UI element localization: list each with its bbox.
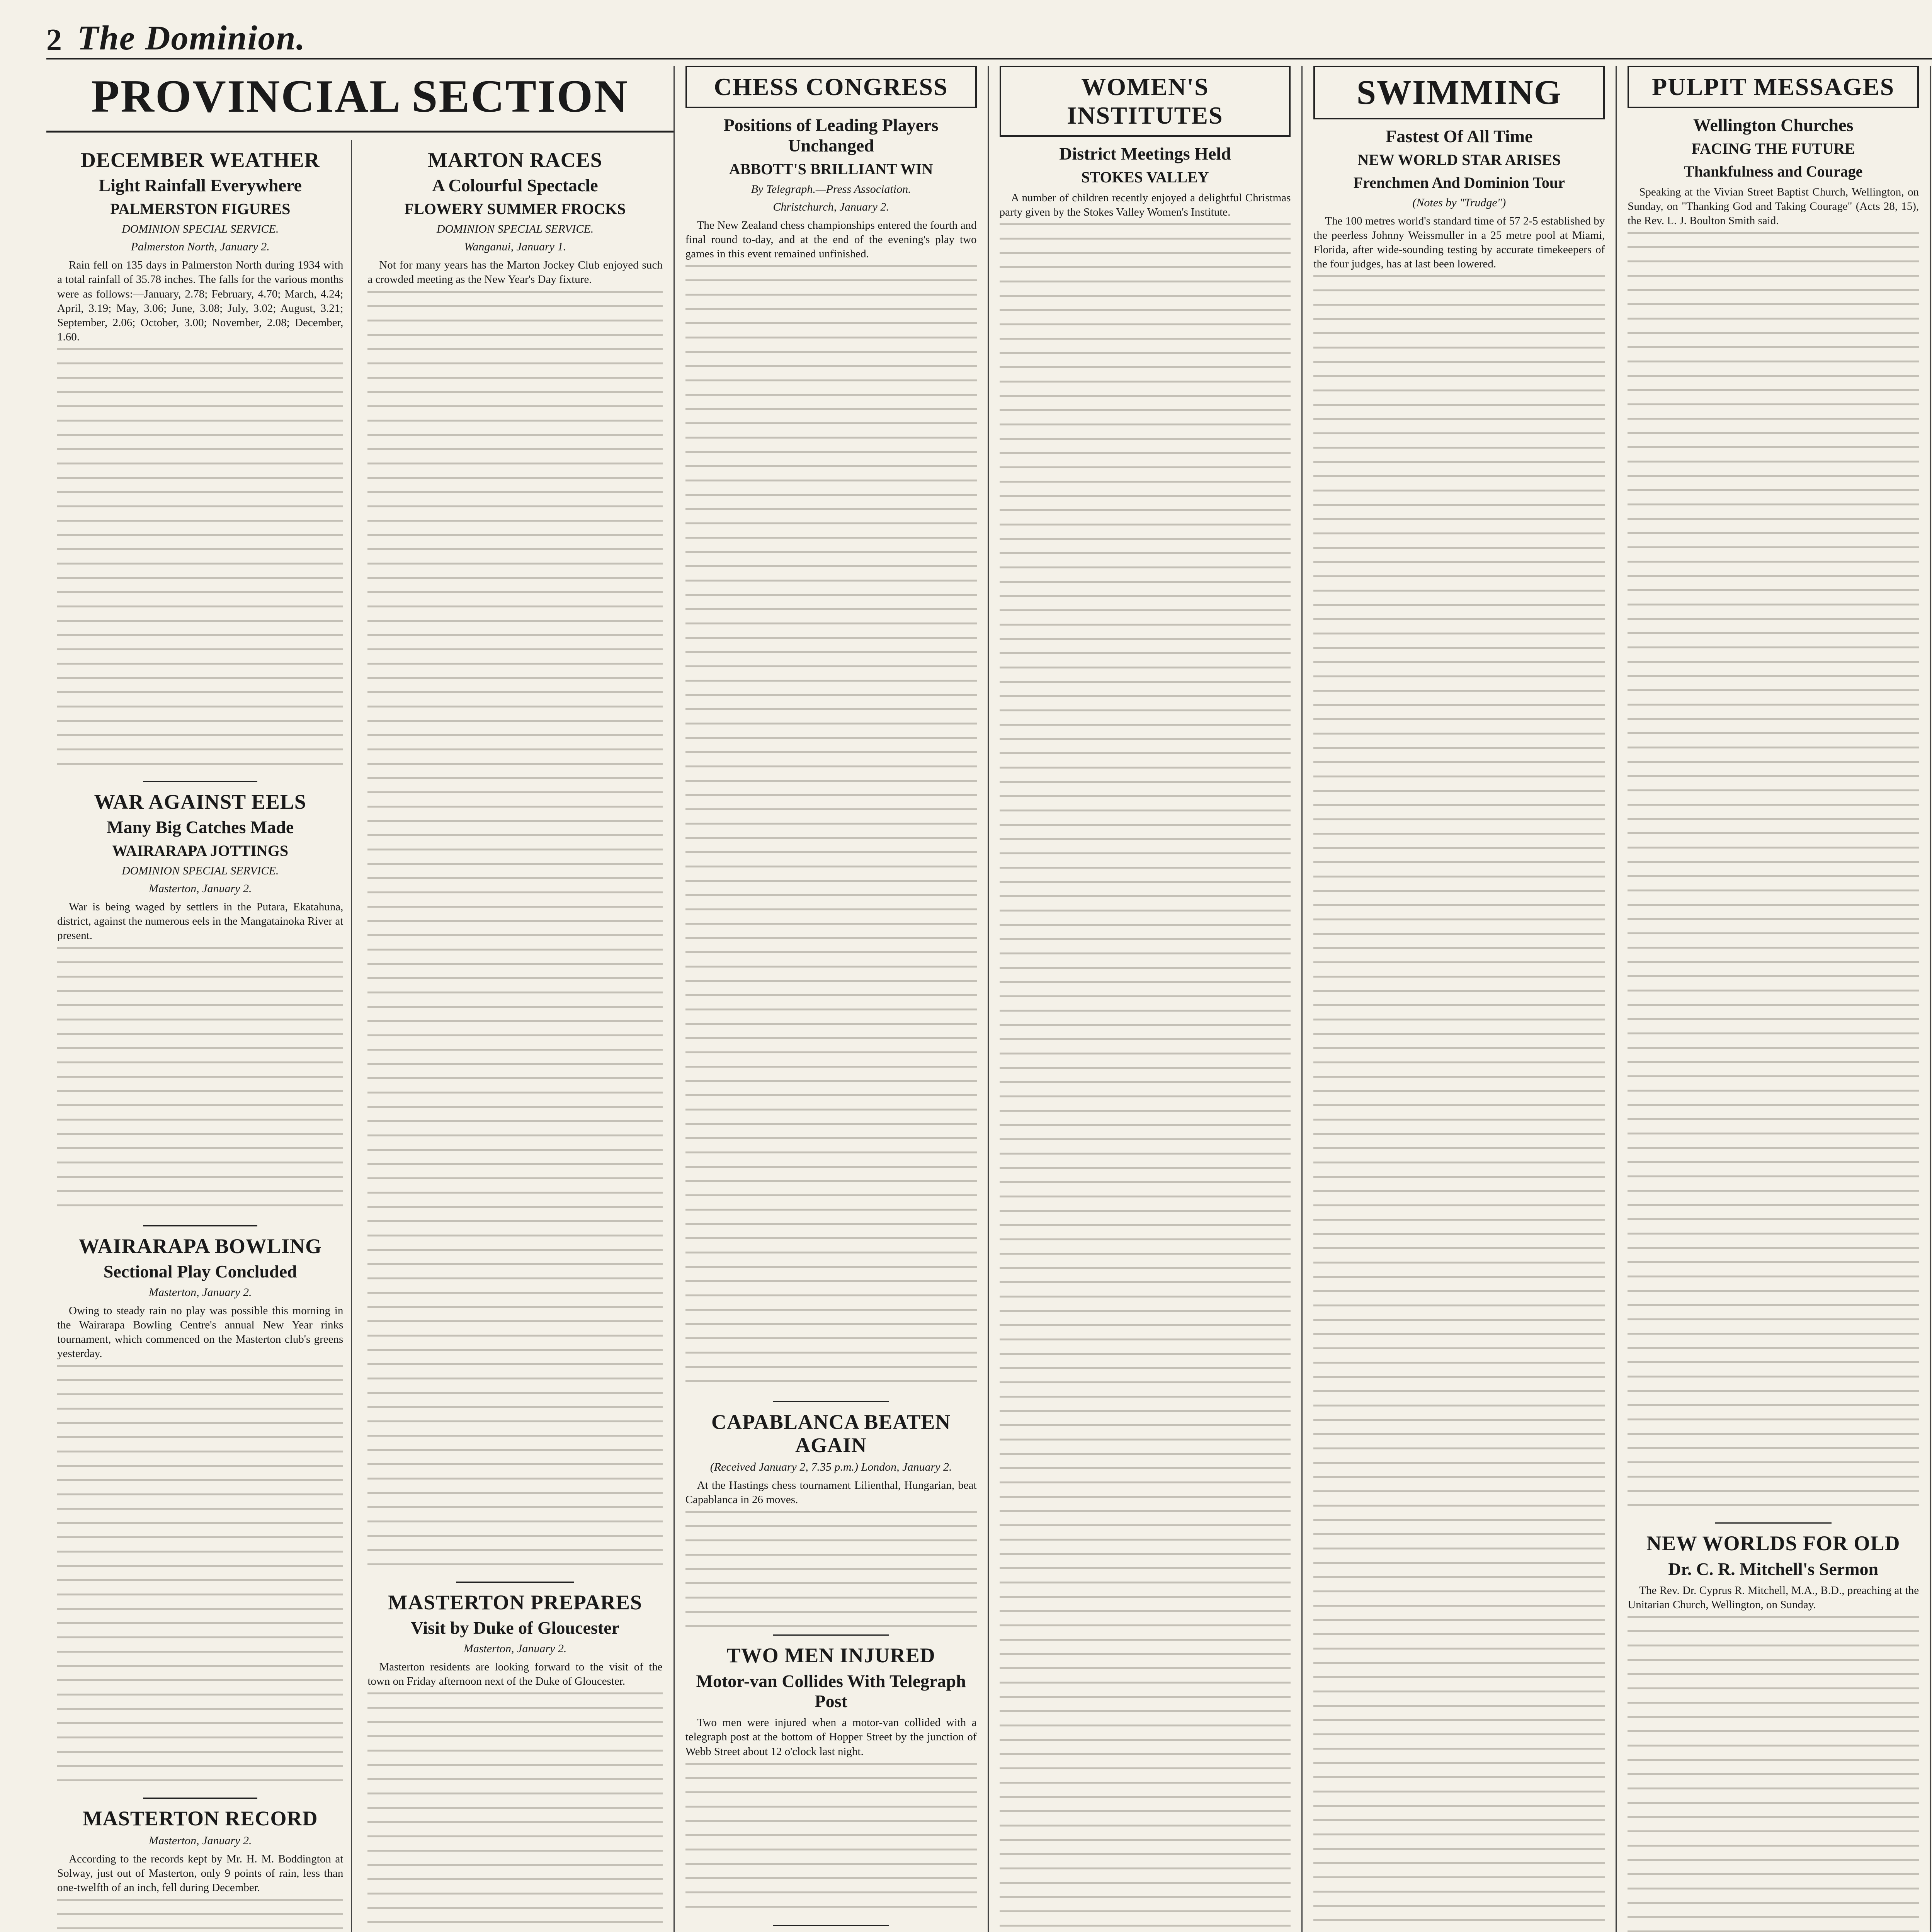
womens-subhead: District Meetings Held	[1059, 144, 1231, 163]
weather-subhead2: PALMERSTON FIGURES	[110, 200, 291, 218]
column-1a	[57, 140, 352, 1932]
weather-subhead: Light Rainfall Everywhere	[99, 175, 302, 196]
text-column-block	[57, 947, 343, 1218]
text-column-block	[57, 348, 343, 773]
marton-dateline: Wanganui, January 1.	[464, 240, 566, 253]
chess-text: The New Zealand chess championships entered the fourth and final round to-day, and at the end of the evening's play two games in this event remained unfinished.	[685, 219, 977, 260]
pulpit-subhead2: FACING THE FUTURE	[1691, 139, 1855, 157]
two-men-subhead: Motor-van Collides With Telegraph Post	[696, 1671, 966, 1711]
marton-text: Not for many years has the Marton Jockey Club enjoyed such a crowded meeting as the New Year's Day fixture.	[367, 259, 663, 286]
text-column-block	[367, 291, 662, 1141]
text-column-block	[1313, 275, 1605, 1125]
womens-col-head: WOMEN'S INSTITUTES	[1000, 66, 1291, 137]
swimming-text: The 100 metres world's standard time of 57 2-5 established by the peerless Johnny Weissmuller in a 25 metre pool at Miami, Florida, after wide-sounding testing by accurate timekeepers of the four judges, has at last been lowered.	[1313, 214, 1605, 270]
masterton-prepares-dateline: Masterton, January 2.	[463, 1642, 567, 1655]
record-dateline: Masterton, January 2.	[148, 1834, 252, 1847]
eels-subhead: Many Big Catches Made	[107, 817, 294, 837]
column-chess	[675, 66, 989, 1932]
text-column-block	[1313, 1133, 1605, 1932]
eels-subhead2: WAIRARAPA JOTTINGS	[112, 842, 289, 860]
swimming-col-head: SWIMMING	[1313, 66, 1605, 119]
divider	[773, 1634, 889, 1636]
capablanca-text: At the Hastings chess tournament Lilienthal, Hungarian, beat Capablanca in 26 moves.	[685, 1479, 977, 1506]
mitchell-text: The Rev. Dr. Cyprus R. Mitchell, M.A., B.D., preaching at the Unitarian Church, Wellington, on Sunday.	[1628, 1584, 1919, 1611]
masthead	[46, 15, 1932, 60]
text-column-block	[685, 1763, 977, 1917]
column-1b	[367, 140, 662, 1932]
bowling-dateline: Masterton, January 2.	[148, 1286, 252, 1299]
capablanca-headline: CAPABLANCA BEATEN AGAIN	[711, 1410, 951, 1457]
text-column-block	[685, 265, 977, 1115]
bowling-headline: WAIRARAPA BOWLING	[78, 1234, 322, 1258]
pulpit-text: Speaking at the Vivian Street Baptist Church, Wellington, on Sunday, on "Thanking God and Taking Courage" (Acts 28, 15), the Rev. L. J. Boulton Smith said.	[1628, 185, 1919, 227]
pulpit-subhead: Wellington Churches	[1693, 115, 1854, 135]
text-column-block	[685, 1511, 977, 1627]
text-column-block	[1000, 1081, 1291, 1931]
weather-service: DOMINION SPECIAL SERVICE.	[121, 223, 279, 236]
chess-dateline: Christchurch, January 2.	[773, 200, 889, 213]
page-number: 2	[46, 23, 62, 57]
eels-headline: WAR AGAINST EELS	[94, 790, 306, 813]
divider	[1715, 1522, 1832, 1524]
record-text: According to the records kept by Mr. H. M. Boddington at Solway, just out of Masterton, only 9 points of rain, less than one-twelfth of an inch, fell during December.	[57, 1852, 344, 1894]
swimming-subhead2: NEW WORLD STAR ARISES	[1357, 151, 1561, 168]
section-title: PROVINCIAL SECTION	[46, 66, 673, 133]
weather-text: Rain fell on 135 days in Palmerston North during 1934 with a total rainfall of 35.78 inches. The falls for the various months were as follows:—January, 2.78; February, 4.70; March, 4.24; April, 3.19; May, 3.06; June, 3.08; July, 3.02; August, 3.21; September, 2.06; October, 3.00; November, 2.08; December, 1.60.	[57, 259, 344, 343]
swimming-byline: (Notes by "Trudge")	[1412, 196, 1506, 209]
weather-dateline: Palmerston North, January 2.	[131, 240, 270, 253]
text-column-block	[685, 1123, 977, 1393]
swimming-subhead3: Frenchmen And Dominion Tour	[1353, 173, 1565, 191]
text-column-block	[1628, 1090, 1919, 1515]
pulpit-col-head: PULPIT MESSAGES	[1628, 66, 1919, 108]
divider	[143, 1798, 257, 1799]
masterton-prepares-text: Masterton residents are looking forward to the visit of the town on Friday afternoon next of the Duke of Gloucester.	[367, 1660, 663, 1687]
text-column-block	[367, 1149, 662, 1574]
eels-dateline: Masterton, January 2.	[148, 882, 252, 895]
text-column-block	[1000, 223, 1291, 1073]
marton-subhead2: FLOWERY SUMMER FROCKS	[404, 200, 626, 218]
divider	[143, 781, 257, 782]
marton-service: DOMINION SPECIAL SERVICE.	[436, 223, 594, 236]
page-columns	[46, 66, 1932, 1932]
swimming-subhead: Fastest Of All Time	[1386, 126, 1533, 146]
bowling-subhead: Sectional Play Concluded	[103, 1261, 297, 1281]
divider	[456, 1582, 574, 1583]
text-column-block	[1628, 232, 1919, 1082]
two-men-text: Two men were injured when a motor-van collided with a telegraph post at the bottom of Hopper Street by the junction of Webb Street about 12 o'clock last night.	[685, 1716, 977, 1758]
chess-service: By Telegraph.—Press Association.	[751, 182, 911, 196]
chess-subhead2: ABBOTT'S BRILLIANT WIN	[729, 160, 933, 178]
eels-service: DOMINION SPECIAL SERVICE.	[121, 864, 279, 878]
column-swimming	[1303, 66, 1617, 1932]
divider	[143, 1225, 257, 1226]
text-column-block	[57, 1899, 343, 1932]
column-1	[46, 66, 675, 1932]
mitchell-subhead: Dr. C. R. Mitchell's Sermon	[1668, 1559, 1879, 1579]
womens-text: A number of children recently enjoyed a delightful Christmas party given by the Stokes Valley Women's Institute.	[999, 191, 1291, 218]
masthead-left	[46, 18, 306, 58]
paper-name: The Dominion.	[77, 19, 306, 57]
column-womens	[989, 66, 1303, 1932]
mitchell-headline: NEW WORLDS FOR OLD	[1646, 1532, 1900, 1555]
divider	[773, 1925, 889, 1926]
chess-subhead: Positions of Leading Players Unchanged	[723, 115, 939, 155]
masterton-prepares-headline: MASTERTON PREPARES	[388, 1590, 642, 1614]
masterton-prepares-subhead: Visit by Duke of Gloucester	[411, 1617, 620, 1638]
marton-subhead: A Colourful Spectacle	[432, 175, 598, 196]
womens-subhead2: STOKES VALLEY	[1081, 168, 1209, 186]
text-column-block	[1628, 1616, 1919, 1932]
divider	[773, 1401, 889, 1402]
pulpit-subhead3: Thankfulness and Courage	[1684, 162, 1863, 180]
bowling-text: Owing to steady rain no play was possible this morning in the Wairarapa Bowling Centre's annual New Year rinks tournament, which commenced on the Masterton club's greens yesterday.	[57, 1304, 344, 1360]
eels-text: War is being waged by settlers in the Putara, Ekatahuna, district, against the numerous eels in the Mangatainoka River at present.	[57, 901, 344, 942]
two-men-headline: TWO MEN INJURED	[726, 1644, 935, 1667]
marton-headline: MARTON RACES	[428, 148, 602, 172]
column-pulpit	[1617, 66, 1931, 1932]
weather-headline: DECEMBER WEATHER	[80, 148, 320, 172]
text-column-block	[57, 1365, 343, 1790]
record-headline: MASTERTON RECORD	[82, 1807, 318, 1830]
capablanca-dateline: (Received January 2, 7.35 p.m.) London, January 2.	[710, 1460, 952, 1473]
text-column-block	[367, 1692, 662, 1932]
chess-col-head: CHESS CONGRESS	[685, 66, 977, 108]
